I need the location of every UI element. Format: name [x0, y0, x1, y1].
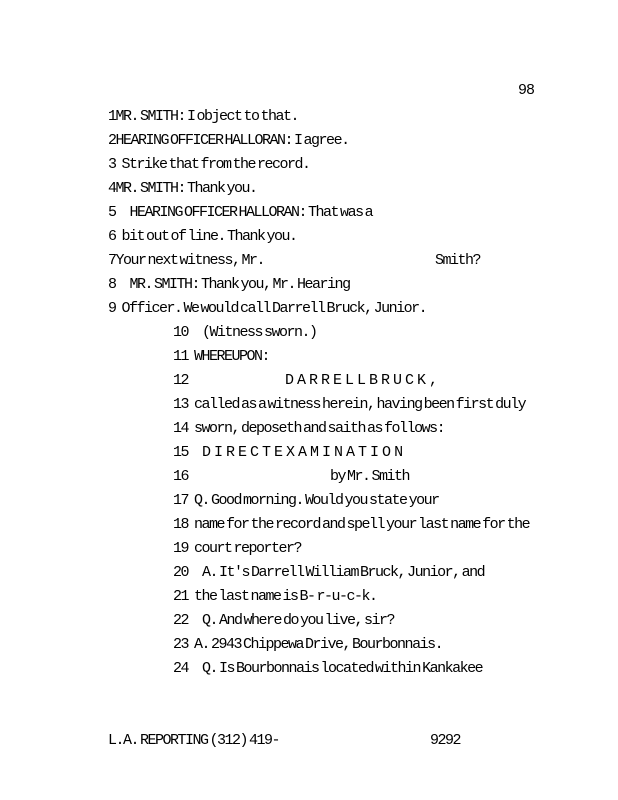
- line-number: 17: [173, 492, 189, 509]
- line-text-right: Smith?: [435, 252, 481, 269]
- line-text: Q. And where do you live, sir?: [202, 612, 395, 629]
- transcript-line-9: [108, 301, 426, 317]
- line-number: 16: [173, 468, 189, 485]
- transcript-line-20: [173, 565, 484, 581]
- line-number: 12: [173, 372, 189, 389]
- witness-name: D A R R E L L B R U C K ,: [285, 372, 438, 389]
- line-number: 10: [173, 324, 189, 341]
- transcript-line-13: [173, 397, 525, 413]
- transcript-line-10: [173, 325, 317, 341]
- line-number: 7: [108, 252, 116, 269]
- transcript-line-12: [173, 372, 438, 389]
- line-number: 1: [108, 108, 116, 125]
- line-number: 18: [173, 516, 189, 533]
- line-number: 21: [173, 588, 189, 605]
- line-number: 4: [108, 180, 116, 197]
- line-number: 20: [173, 564, 189, 581]
- line-text: WHEREUPON:: [194, 348, 270, 365]
- transcript-line-15: [173, 445, 402, 461]
- examiner-byline: by Mr. Smith: [330, 468, 410, 485]
- line-text: HEARING OFFICER HALLORAN: I agree.: [115, 132, 349, 149]
- transcript-line-23: [173, 637, 442, 653]
- line-number: 9: [108, 300, 116, 317]
- transcript-line-2: [108, 133, 349, 149]
- line-number: 23: [173, 636, 189, 653]
- line-number: 8: [108, 276, 116, 293]
- line-text: Officer. We would call Darrell Bruck, Junior.: [121, 300, 427, 317]
- transcript-line-11: [173, 349, 269, 365]
- line-text: (Witness sworn.): [202, 324, 317, 341]
- transcript-line-4: [108, 181, 257, 197]
- line-text: bit out of line. Thank you.: [121, 228, 297, 245]
- transcript-line-3: [108, 157, 310, 173]
- transcript-line-6: [108, 229, 297, 245]
- line-text: MR. SMITH: Thank you.: [115, 180, 257, 197]
- line-number: 24: [173, 660, 189, 677]
- transcript-line-17: [173, 493, 439, 509]
- transcript-line-7: [108, 252, 481, 269]
- line-text: MR. SMITH: Thank you, Mr. Hearing: [129, 276, 350, 293]
- transcript-line-5: [108, 205, 372, 221]
- footer: [108, 732, 461, 749]
- line-text: A. 2943 Chippewa Drive, Bourbonnais.: [194, 636, 443, 653]
- line-number: 5: [108, 204, 116, 221]
- line-number: 19: [173, 540, 189, 557]
- transcript-line-14: [173, 421, 444, 437]
- line-text: Strike that from the record.: [121, 156, 310, 173]
- line-number: 13: [173, 396, 189, 413]
- section-heading: D I R E C T E X A M I N A T I O N: [202, 444, 403, 461]
- line-text: Q. Good morning. Would you state your: [194, 492, 439, 509]
- line-number: 11: [173, 348, 189, 365]
- line-text: the last name is B- r-u-c-k.: [194, 588, 377, 605]
- transcript-line-1: [108, 109, 298, 125]
- line-text: MR. SMITH: I object to that.: [115, 108, 299, 125]
- reporter-info: L.A. REPORTING (312) 419-: [108, 732, 280, 749]
- line-number: 2: [108, 132, 116, 149]
- transcript-line-21: [173, 589, 377, 605]
- line-number: 15: [173, 444, 189, 461]
- transcript-line-16: [173, 468, 410, 485]
- line-text: Q. Is Bourbonnais located within Kankakee: [202, 660, 483, 677]
- line-text: sworn, deposeth and saith as follows:: [194, 420, 445, 437]
- line-text: Your next witness, Mr.: [115, 252, 265, 269]
- transcript-line-18: [173, 517, 529, 533]
- transcript-line-22: [173, 613, 394, 629]
- line-text: name for the record and spell your last name for the: [194, 516, 530, 533]
- line-text: HEARING OFFICER HALLORAN: That was a: [129, 204, 373, 221]
- transcript-line-24: [173, 661, 482, 677]
- phone-suffix: 9292: [430, 732, 461, 749]
- line-text: court reporter?: [194, 540, 302, 557]
- line-text: called as a witness herein, having been first duly: [194, 396, 526, 413]
- transcript-line-8: [108, 277, 350, 293]
- page-number: 98: [518, 82, 535, 99]
- transcript-line-19: [173, 541, 301, 557]
- line-number: 3: [108, 156, 116, 173]
- line-number: 14: [173, 420, 189, 437]
- line-number: 6: [108, 228, 116, 245]
- line-text: A. It's Darrell William Bruck, Junior, and: [202, 564, 485, 581]
- line-number: 22: [173, 612, 189, 629]
